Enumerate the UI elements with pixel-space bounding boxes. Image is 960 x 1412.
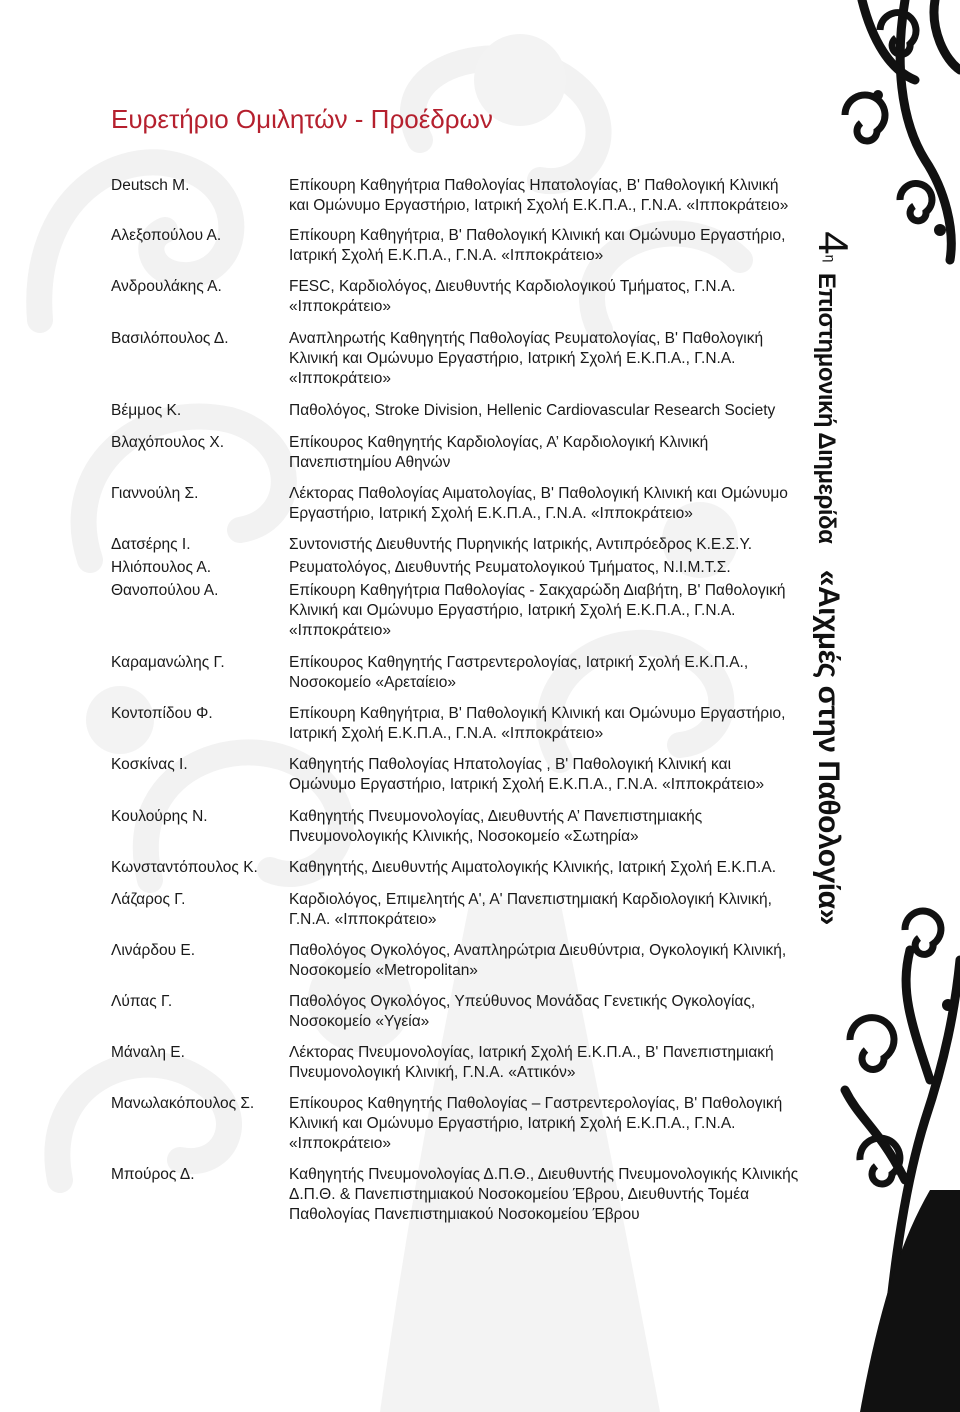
side-banner-superscript: η — [822, 254, 839, 263]
speaker-name: Μπούρος Δ. — [111, 1166, 195, 1183]
speaker-description: Παθολόγος Ογκολόγος, Αναπληρώτρια Διευθύντρια, Ογκολογική Κλινική, Νοσοκομείο «Metropolitan» — [289, 942, 787, 979]
speaker-name: Γιαννούλη Σ. — [111, 485, 199, 502]
speaker-entry — [111, 226, 801, 266]
speaker-name: Βέμμος Κ. — [111, 402, 182, 419]
speaker-entry — [111, 858, 801, 878]
speaker-name: Λάζαρος Γ. — [111, 891, 186, 908]
speaker-description: Παθολόγος Ογκολόγος, Υπεύθυνος Μονάδας Γενετικής Ογκολογίας, Νοσοκομείο «Υγεία» — [289, 993, 756, 1030]
speaker-name: Κοσκίνας Ι. — [111, 756, 188, 773]
speaker-entry — [111, 653, 801, 693]
speaker-entry — [111, 484, 801, 524]
speaker-name: Βασιλόπουλος Δ. — [111, 330, 229, 347]
speaker-entry — [111, 1094, 801, 1154]
speaker-name: Βλαχόπουλος Χ. — [111, 434, 225, 451]
speaker-description: Συντονιστής Διευθυντής Πυρηνικής Ιατρικής, Αντιπρόεδρος Κ.Ε.Σ.Υ. — [289, 536, 753, 553]
speaker-name: Αλεξοπούλου Α. — [111, 227, 222, 244]
speaker-name: Deutsch M. — [111, 177, 190, 194]
speaker-entry — [111, 401, 801, 421]
speaker-entry — [111, 558, 801, 578]
speaker-description: FESC, Καρδιολόγος, Διευθυντής Καρδιολογικού Τμήματος, Γ.Ν.Α. «Ιπποκράτειο» — [289, 278, 736, 315]
side-banner-event: Επιστημονική Διημερίδα — [813, 272, 840, 544]
speaker-description: Καθηγητής, Διευθυντής Αιματολογικής Κλινικής, Ιατρική Σχολή Ε.Κ.Π.Α. — [289, 859, 777, 876]
speaker-description: Επίκουρη Καθηγήτρια, Β' Παθολογική Κλινική και Ομώνυμο Εργαστήριο, Ιατρική Σχολή Ε.Κ.Π.Α., Γ.Ν.Α. «Ιπποκράτειο» — [289, 705, 786, 742]
speaker-name: Καραμανώλης Γ. — [111, 654, 225, 671]
speaker-entry — [111, 433, 801, 473]
speaker-name: Λινάρδου Ε. — [111, 942, 196, 959]
speaker-name: Κοντοπίδου Φ. — [111, 705, 213, 722]
speaker-description: Καθηγητής Παθολογίας Ηπατολογίας , Β' Παθολογική Κλινική και Ομώνυμο Εργαστήριο, Ιατρική Σχολή Ε.Κ.Π.Α., Γ.Ν.Α. «Ιπποκράτειο» — [289, 756, 765, 793]
speaker-name: Ανδρουλάκης Α. — [111, 278, 222, 295]
speaker-name: Δατσέρης Ι. — [111, 536, 191, 553]
speaker-name: Ηλιόπουλος Α. — [111, 559, 212, 576]
speaker-description: Παθολόγος, Stroke Division, Hellenic Cardiovascular Research Society — [289, 402, 776, 419]
speaker-entry — [111, 581, 801, 641]
speaker-description: Λέκτορας Πνευμονολογίας, Ιατρική Σχολή Ε.Κ.Π.Α., Β' Πανεπιστημιακή Πνευμονολογική Κλινική, Γ.Ν.Α. «Αττικόν» — [289, 1044, 774, 1081]
speaker-description: Αναπληρωτής Καθηγητής Παθολογίας Ρευματολογίας, Β' Παθολογική Κλινική και Ομώνυμο Εργαστήριο, Ιατρική Σχολή Ε.Κ.Π.Α., Γ.Ν.Α. «Ιπποκράτειο» — [289, 330, 764, 387]
side-banner-theme: «Αιχμές στην Παθολογία» — [812, 569, 845, 925]
side-banner-number: 4 — [810, 231, 857, 255]
speaker-description: Καθηγητής Πνευμονολογίας Δ.Π.Θ., Διευθυντής Πνευμονολογικής Κλινικής Δ.Π.Θ. & Πανεπιστημιακού Νοσοκομείου Έβρου, Διευθυντής Τομέα Παθολογίας Πανεπιστημιακού Νοσοκομείου Έβρου — [289, 1166, 799, 1223]
side-banner — [808, 231, 858, 925]
speaker-name: Μανωλακόπουλος Σ. — [111, 1095, 255, 1112]
speaker-entry — [111, 1165, 801, 1225]
speaker-description: Επίκουρη Καθηγήτρια Παθολογίας - Σακχαρώδη Διαβήτη, Β' Παθολογική Κλινική και Ομώνυμο Εργαστήριο, Ιατρική Σχολή Ε.Κ.Π.Α., Γ.Ν.Α. «Ιπποκράτειο» — [289, 582, 786, 639]
speaker-description: Επίκουρη Καθηγήτρια, Β' Παθολογική Κλινική και Ομώνυμο Εργαστήριο, Ιατρική Σχολή Ε.Κ.Π.Α., Γ.Ν.Α. «Ιπποκράτειο» — [289, 227, 786, 264]
speaker-entry — [111, 176, 801, 216]
speaker-name: Μάναλη Ε. — [111, 1044, 185, 1061]
page-title: Ευρετήριο Ομιλητών - Προέδρων — [111, 104, 493, 134]
speaker-description: Επίκουρος Καθηγητής Γαστρεντερολογίας, Ιατρική Σχολή Ε.Κ.Π.Α., Νοσοκομείο «Αρεταίειο» — [289, 654, 749, 691]
speaker-index — [111, 176, 801, 1225]
speaker-entry — [111, 277, 801, 317]
speaker-entry — [111, 704, 801, 744]
speaker-description: Επίκουρος Καθηγητής Καρδιολογίας, Α’ Καρδιολογική Κλινική Πανεπιστημίου Αθηνών — [289, 434, 709, 471]
speaker-entry — [111, 535, 801, 555]
speaker-description: Καρδιολόγος, Επιμελητής Α', Α' Πανεπιστημιακή Καρδιολογική Κλινική, Γ.Ν.Α. «Ιπποκράτειο» — [289, 891, 772, 928]
speaker-description: Επίκουρος Καθηγητής Παθολογίας – Γαστρεντερολογίας, Β' Παθολογική Κλινική και Ομώνυμο Εργαστήριο, Ιατρική Σχολή Ε.Κ.Π.Α., Γ.Ν.Α. «Ιπποκράτειο» — [289, 1095, 783, 1152]
speaker-entry — [111, 941, 801, 981]
side-banner-text — [809, 231, 857, 925]
speaker-entry — [111, 890, 801, 930]
speaker-name: Κωνσταντόπουλος Κ. — [111, 859, 258, 876]
speaker-description: Λέκτορας Παθολογίας Αιματολογίας, Β' Παθολογική Κλινική και Ομώνυμο Εργαστήριο, Ιατρική Σχολή Ε.Κ.Π.Α., Γ.Ν.Α. «Ιπποκράτειο» — [289, 485, 788, 522]
speaker-name: Κουλούρης Ν. — [111, 808, 208, 825]
speaker-entry — [111, 755, 801, 795]
speaker-description: Καθηγητής Πνευμονολογίας, Διευθυντής Α’ Πανεπιστημιακής Πνευμονολογικής Κλινικής, Νοσοκομείο «Σωτηρία» — [289, 808, 703, 845]
speaker-description: Επίκουρη Καθηγήτρια Παθολογίας Ηπατολογίας, Β' Παθολογική Κλινική και Ομώνυμο Εργαστήριο, Ιατρική Σχολή Ε.Κ.Π.Α., Γ.Ν.Α. «Ιπποκράτειο» — [289, 177, 789, 214]
speaker-entry — [111, 807, 801, 847]
speaker-name: Θανοπούλου Α. — [111, 582, 219, 599]
speaker-description: Ρευματολόγος, Διευθυντής Ρευματολογικού Τμήματος, Ν.Ι.Μ.Τ.Σ. — [289, 559, 731, 576]
speaker-entry — [111, 992, 801, 1032]
speaker-entry — [111, 1043, 801, 1083]
speaker-name: Λύπας Γ. — [111, 993, 173, 1010]
speaker-entry — [111, 329, 801, 389]
